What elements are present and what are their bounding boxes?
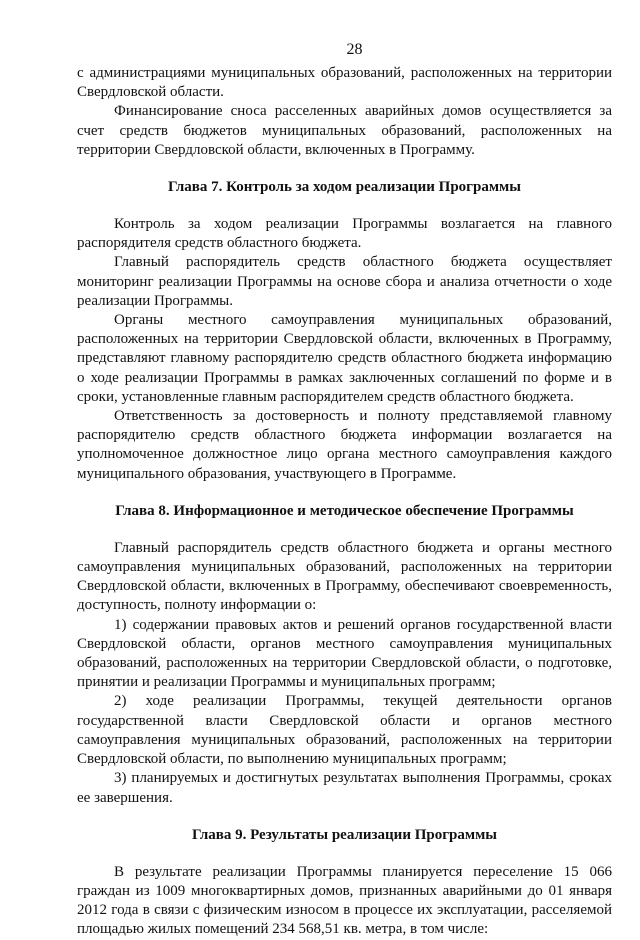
chapter-8-paragraph-1: Главный распорядитель средств областного бюджета и органы местного самоуправления муниципальных образований, расположенных на территории Свердловской области, включенных в Программу, обеспечивают своевременность, доступность, полноту информации о:: [77, 539, 612, 614]
chapter-8-list-item-1: 1) содержании правовых актов и решений органов государственной власти Свердловской области, органов местного самоуправления муниципальных образований, расположенных на территории Свердловской области, о подготовке, принятии и реализации Программы и муниципальных программ;: [77, 616, 612, 691]
chapter-7-paragraph-3: Органы местного самоуправления муниципальных образований, расположенных на территории Свердловской области, включенных в Программу, представляют главному распорядителю средств областного бюджета информацию о ходе реализации Программы в рамках заключенных соглашений по форме и в сроки, установленные главным распорядителем средств областного бюджета.: [77, 312, 612, 405]
chapter-9-paragraph-1: В результате реализации Программы планируется переселение 15 066 граждан из 1009 многоквартирных домов, признанных аварийными до 01 января 2012 года в связи с физическим износом в процессе их эксплуатации, расселяемой площадью жилых помещений 234 568,51 кв. метра, в том числе:: [77, 863, 612, 938]
page-number: 28: [346, 41, 363, 58]
chapter-8-heading: Глава 8. Информационное и методическое обеспечение Программы: [115, 502, 574, 519]
chapter-8-list-item-3: 3) планируемых и достигнутых результатах выполнения Программы, сроках ее завершения.: [77, 770, 612, 806]
chapter-9-heading: Глава 9. Результаты реализации Программы: [191, 826, 498, 843]
intro-paragraph-continuation: с администрациями муниципальных образований, расположенных на территории Свердловской области.: [77, 65, 612, 101]
chapter-7-paragraph-1: Контроль за ходом реализации Программы возлагается на главного распорядителя средств областного бюджета.: [77, 216, 612, 252]
chapter-7-paragraph-4: Ответственность за достоверность и полноту представляемой главному распорядителю средств областного бюджета информации возлагается на уполномоченное должностное лицо органа местного самоуправления каждого муниципального образования, участвующего в Программе.: [77, 408, 612, 482]
chapter-8-list-item-2: 2) ходе реализации Программы, текущей деятельности органов государственной власти Свердловской области и органов местного самоуправления муниципальных образований, расположенных на территории Свердловской области, по выполнению муниципальных программ;: [77, 693, 612, 768]
chapter-7-paragraph-2: Главный распорядитель средств областного бюджета осуществляет мониторинг реализации Программы на основе сбора и анализа отчетности о ходе реализации Программы.: [77, 254, 612, 309]
intro-paragraph-financing: Финансирование сноса расселенных аварийных домов осуществляется за счет средств бюджетов муниципальных образований, расположенных на территории Свердловской области, включенных в Программу.: [77, 103, 612, 158]
chapter-7-heading: Глава 7. Контроль за ходом реализации Программы: [168, 179, 521, 196]
